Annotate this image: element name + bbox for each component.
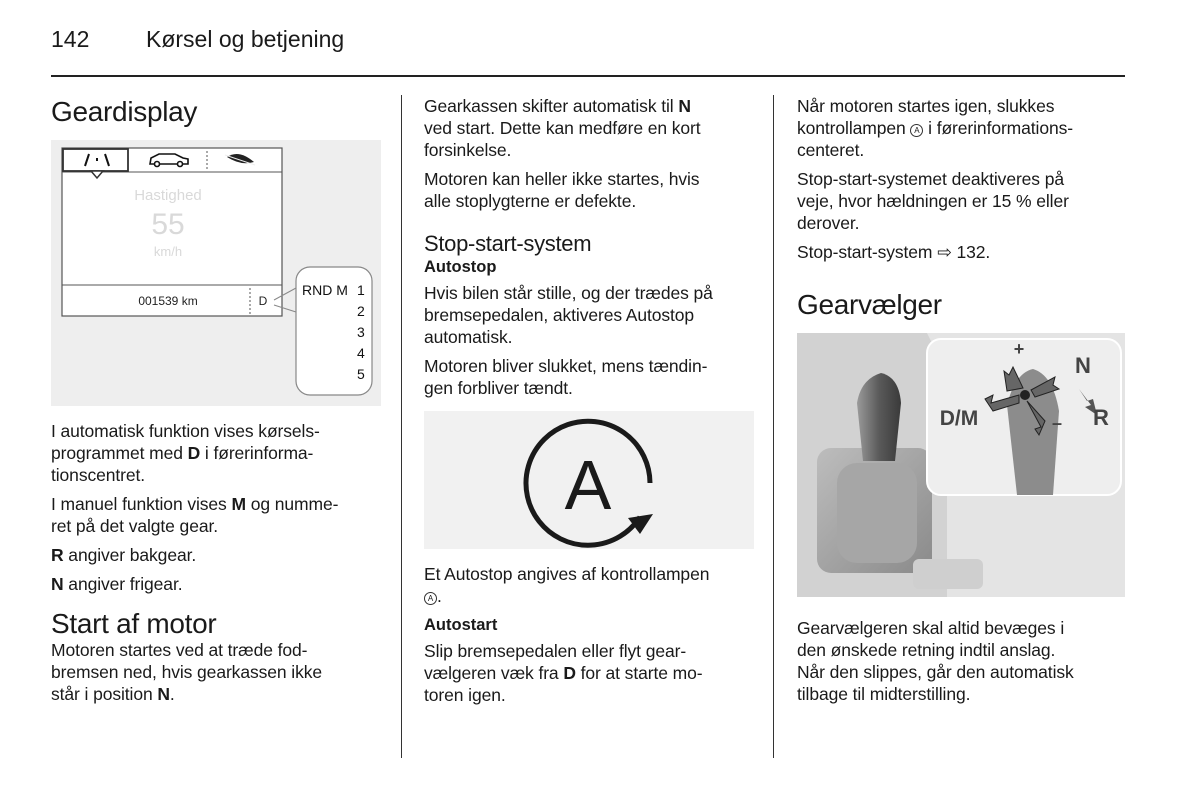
paragraph: I automatisk funktion vises kørsels- programmet med D i førerinforma- tionscentret. — [51, 421, 320, 485]
page-number: 142 — [51, 26, 90, 52]
paragraph: N angiver frigear. — [51, 574, 183, 594]
figure-gear-selector — [797, 333, 1125, 597]
column-divider — [401, 95, 402, 758]
speed-label: Hastighed — [134, 187, 202, 204]
paragraph: Motoren bliver slukket, mens tændin- gen forbliver tændt. — [424, 356, 708, 398]
paragraph: Motoren kan heller ikke startes, hvis alle stoplygterne er defekte. — [424, 169, 700, 211]
subheading-autostop: Autostop — [424, 258, 497, 276]
selector-n-label: N — [1075, 353, 1091, 378]
autostop-lamp-illustration — [424, 411, 754, 549]
paragraph: Stop-start-system ⇨ 132. — [797, 242, 991, 262]
autostop-lamp-letter: A — [564, 446, 612, 524]
speed-value: 55 — [151, 208, 185, 241]
column-2 — [424, 95, 756, 713]
header-rule — [51, 75, 1125, 77]
autostop-lamp-icon: A — [910, 124, 923, 137]
heading-gearvaelger: Gearvælger — [797, 289, 942, 320]
callout-modes: RND M — [302, 282, 348, 298]
paragraph: Motoren startes ved at træde fod- bremsen ned, hvis gearkassen ikke står i position N. — [51, 640, 323, 704]
autostop-lamp-icon: A — [424, 592, 437, 605]
paragraph: Stop-start-systemet deaktiveres på veje, hvor hældningen er 15 % eller derover. — [797, 169, 1069, 233]
selector-r-label: R — [1093, 405, 1109, 430]
gear-display-illustration — [51, 140, 381, 406]
odometer-readout: 001539 km — [138, 294, 198, 308]
selector-dm-label: D/M — [939, 407, 979, 430]
paragraph: R angiver bakgear. — [51, 545, 197, 565]
selector-plus-label: + — [1013, 339, 1025, 359]
callout-gear-4: 4 — [357, 345, 365, 361]
page-header — [51, 26, 344, 53]
callout-gear-3: 3 — [357, 324, 365, 340]
paragraph: Gearvælgeren skal altid bevæges i den ønskede retning indtil anslag. Når den slippes, går den automatisk tilbage til midterstilling. — [797, 618, 1074, 704]
figure-autostop-lamp — [424, 411, 754, 549]
gear-selector-illustration — [797, 333, 1125, 597]
paragraph: Et Autostop angives af kontrollampen A . — [424, 564, 710, 606]
paragraph: Gearkassen skifter automatisk til N ved start. Dette kan medføre en kort forsinkelse. — [424, 96, 701, 160]
heading-geardisplay: Geardisplay — [51, 96, 198, 127]
speed-unit: km/h — [153, 244, 183, 259]
callout-gear-2: 2 — [357, 303, 365, 319]
paragraph: Slip bremsepedalen eller flyt gear- vælgeren væk fra D for at starte mo- toren igen. — [424, 641, 703, 705]
paragraph: Når motoren startes igen, slukkes kontrollampen A i førerinformations- centeret. — [797, 96, 1073, 160]
column-3 — [797, 95, 1125, 712]
selector-minus-label: – — [1051, 413, 1063, 433]
subheading-autostart: Autostart — [424, 616, 498, 634]
gear-indicator: D — [258, 294, 268, 308]
heading-stop-start-system: Stop-start-system — [424, 231, 592, 256]
callout-gear-1: 1 — [357, 282, 365, 298]
paragraph: I manuel funktion vises M og numme- ret på det valgte gear. — [51, 494, 339, 536]
chapter-title: Kørsel og betjening — [146, 26, 345, 52]
cross-reference-page: 132. — [951, 242, 991, 262]
figure-gear-display — [51, 140, 381, 406]
paragraph: Hvis bilen står stille, og der trædes på bremsepedalen, aktiveres Autostop automatisk. — [424, 283, 713, 347]
column-1 — [51, 92, 381, 712]
heading-start-af-motor: Start af motor — [51, 608, 217, 639]
gear-knob — [857, 373, 901, 461]
cross-reference-arrow-icon: ⇨ — [937, 242, 952, 262]
callout-gear-5: 5 — [357, 366, 365, 382]
column-divider — [773, 95, 774, 758]
